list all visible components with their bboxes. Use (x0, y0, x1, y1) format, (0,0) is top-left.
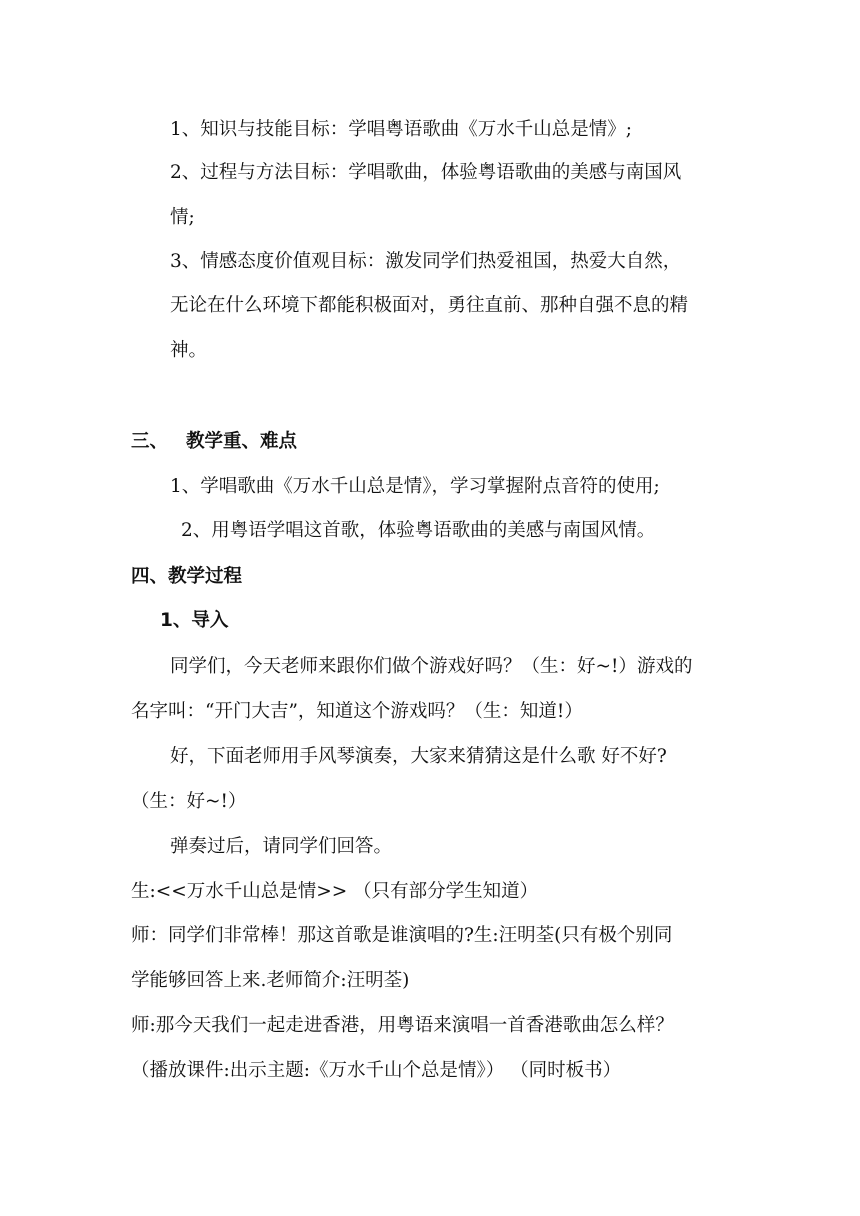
intro-paragraph-2-line-1: 好，下面老师用手风琴演奏，大家来猜猜这是什么歌 好不好? (170, 746, 667, 767)
objective-item-2-line-2: 情; (170, 207, 195, 228)
objective-item-3-line-1: 3、情感态度价值观目标：激发同学们热爱祖国，热爱大自然， (170, 251, 682, 272)
section-3-heading-number: 三、 (131, 431, 169, 452)
teacher-line-1b: 学能够回答上来.老师简介:汪明荃) (131, 970, 410, 991)
key-point-2: 2、用粤语学唱这首歌，体验粤语歌曲的美感与南国风情。 (181, 520, 656, 541)
intro-subheading: 1、导入 (160, 610, 229, 631)
teacher-line-2b: （播放课件:出示主题:《万水千山个总是情》） （同时板书） (131, 1060, 622, 1081)
objective-item-2-line-1: 2、过程与方法目标：学唱歌曲，体验粤语歌曲的美感与南国风 (170, 162, 682, 183)
objective-item-1: 1、知识与技能目标：学唱粤语歌曲《万水千山总是情》; (170, 119, 633, 140)
intro-paragraph-1-line-1: 同学们，今天老师来跟你们做个游戏好吗？（生：好~!）游戏的 (170, 656, 693, 677)
intro-paragraph-2-line-2: （生：好~!） (131, 791, 247, 812)
objective-item-3-line-3: 神。 (170, 340, 208, 361)
teacher-line-2a: 师:那今天我们一起走进香港，用粤语来演唱一首香港歌曲怎么样？ (131, 1015, 674, 1036)
key-point-1: 1、学唱歌曲《万水千山总是情》，学习掌握附点音符的使用; (170, 476, 660, 497)
section-4-heading: 四、教学过程 (131, 566, 243, 587)
student-response-1: 生:<<万水千山总是情>> （只有部分学生知道） (131, 881, 539, 902)
intro-paragraph-3: 弹奏过后，请同学们回答。 (170, 836, 393, 857)
section-3-heading: 教学重、难点 (186, 431, 298, 452)
teacher-line-1a: 师：同学们非常棒！那这首歌是谁演唱的?生:汪明荃(只有极个别同 (131, 925, 673, 946)
intro-paragraph-1-line-2: 名字叫：“开门大吉”，知道这个游戏吗？（生：知道!） (131, 701, 583, 722)
objective-item-3-line-2: 无论在什么环境下都能积极面对，勇往直前、那种自强不息的精 (170, 295, 689, 316)
